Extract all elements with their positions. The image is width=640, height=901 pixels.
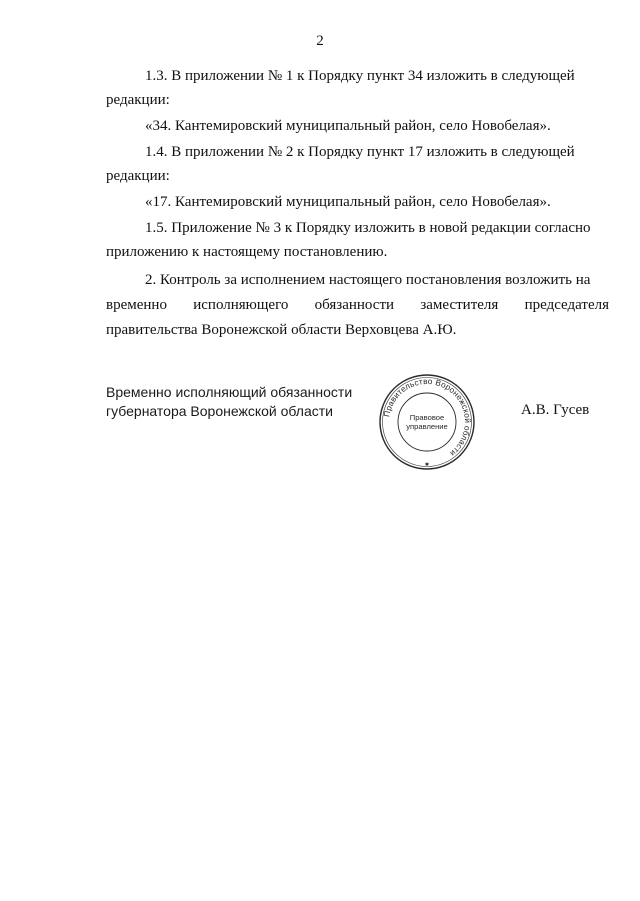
- word: исполняющего: [193, 297, 289, 313]
- signatory-position-line2: губернатора Воронежской области: [106, 403, 333, 419]
- word: временно: [106, 297, 167, 313]
- paragraph-quote-34: «34. Кантемировский муниципальный район, село Новобелая».: [145, 118, 551, 134]
- word: заместителя: [420, 297, 499, 313]
- paragraph-2-line1: 2. Контроль за исполнением настоящего постановления возложить на: [145, 272, 591, 288]
- page-number: 2: [316, 33, 324, 49]
- seal-ring-text: Правительство Воронежской области: [382, 376, 473, 459]
- official-seal-icon: [377, 372, 477, 472]
- paragraph-1-4-line1: 1.4. В приложении № 2 к Порядку пункт 17 изложить в следующей: [145, 144, 575, 160]
- seal-center-line2: управление: [406, 422, 448, 431]
- paragraph-1-3-line2: редакции:: [106, 92, 170, 108]
- word: обязанности: [314, 297, 395, 313]
- signatory-position-line1: Временно исполняющий обязанности: [106, 384, 353, 400]
- paragraph-1-4-line2: редакции:: [106, 168, 170, 184]
- seal-center-line1: Правовое: [409, 413, 445, 422]
- seal-star-icon: ✱: [424, 462, 430, 468]
- paragraph-quote-17: «17. Кантемировский муниципальный район, село Новобелая».: [145, 194, 551, 210]
- paragraph-1-5-line2: приложению к настоящему постановлению.: [106, 244, 388, 260]
- signatory-name: А.В. Гусев: [521, 402, 590, 418]
- paragraph-2-line3: правительства Воронежской области Верховцева А.Ю.: [106, 322, 457, 338]
- paragraph-1-5-line1: 1.5. Приложение № 3 к Порядку изложить в новой редакции согласно: [145, 220, 591, 236]
- paragraph-1-3-line1: 1.3. В приложении № 1 к Порядку пункт 34 изложить в следующей: [145, 68, 575, 84]
- word: председателя: [524, 297, 609, 313]
- paragraph-2-line2: [106, 293, 609, 317]
- signatory-position: [106, 383, 352, 421]
